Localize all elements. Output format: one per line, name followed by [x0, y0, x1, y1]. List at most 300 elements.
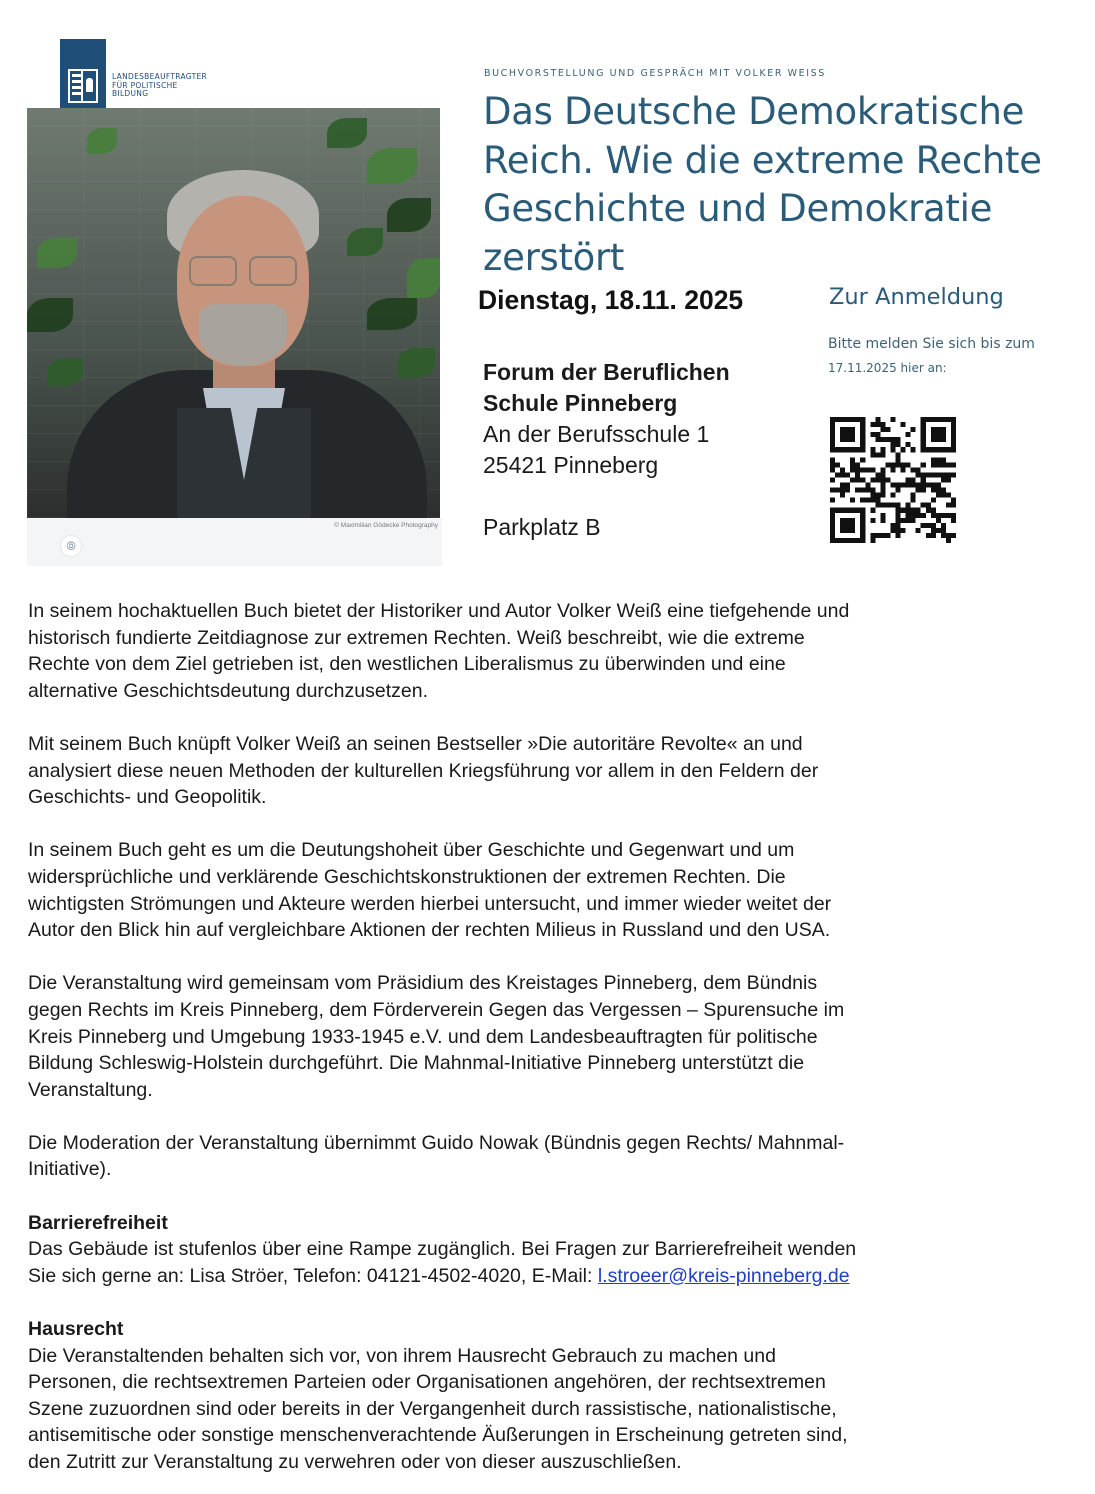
- qr-module: [901, 528, 906, 533]
- qr-module: [840, 528, 845, 533]
- qr-module: [845, 437, 850, 442]
- qr-module: [845, 432, 850, 437]
- qr-module: [921, 422, 926, 427]
- qr-module: [830, 417, 835, 422]
- text-line: historisch fundierte Zeitdiagnose zur extremen Rechten. Weiß beschreibt, wie die extreme: [28, 626, 805, 649]
- title-line: zerstört: [483, 235, 625, 279]
- paragraph-moderation: [28, 1130, 1068, 1183]
- logo-text: [112, 73, 232, 99]
- venue-parking: Parkplatz B: [483, 514, 601, 540]
- qr-module: [880, 518, 885, 523]
- qr-module: [896, 528, 901, 533]
- qr-module: [896, 488, 901, 493]
- qr-module: [941, 462, 946, 467]
- qr-module: [896, 508, 901, 513]
- photo-credit: © Maximilian Gödecke Photography: [334, 522, 438, 529]
- qr-module: [906, 508, 911, 513]
- qr-module: [921, 447, 926, 452]
- qr-module: [911, 493, 916, 498]
- qr-module: [855, 447, 860, 452]
- qr-module: [890, 442, 895, 447]
- qr-module: [835, 462, 840, 467]
- qr-module: [921, 472, 926, 477]
- qr-module: [875, 472, 880, 477]
- qr-module: [855, 467, 860, 472]
- qr-module: [845, 538, 850, 543]
- qr-module: [941, 493, 946, 498]
- qr-module: [941, 457, 946, 462]
- qr-module: [830, 422, 835, 427]
- qr-module: [845, 528, 850, 533]
- text-line: Szene zuzuordnen sind oder bereits in der Vergangenheit durch rassistische, nationalistische,: [28, 1397, 837, 1420]
- qr-module: [946, 493, 951, 498]
- email-link[interactable]: l.stroeer@kreis-pinneberg.de: [597, 1264, 850, 1287]
- qr-module: [875, 493, 880, 498]
- fingerprint-icon[interactable]: ⦾: [61, 536, 81, 556]
- qr-module: [830, 477, 835, 482]
- qr-module: [840, 472, 845, 477]
- qr-module: [870, 422, 875, 427]
- qr-module: [835, 447, 840, 452]
- venue-name-line: Schule Pinneberg: [483, 390, 678, 416]
- qr-module: [870, 477, 875, 482]
- text-line: analysiert diese neuen Methoden der kulturellen Kriegsführung vor allem in den Feldern der: [28, 759, 819, 782]
- qr-module: [921, 488, 926, 493]
- qr-module: [860, 498, 865, 503]
- qr-module: [845, 483, 850, 488]
- qr-module: [896, 452, 901, 457]
- qr-module: [865, 488, 870, 493]
- qr-module: [860, 508, 865, 513]
- qr-module: [830, 462, 835, 467]
- qr-module: [941, 432, 946, 437]
- qr-module: [946, 462, 951, 467]
- venue-street: An der Berufsschule 1: [483, 421, 710, 447]
- qr-module: [911, 508, 916, 513]
- qr-module: [890, 493, 895, 498]
- qr-module: [830, 432, 835, 437]
- text-line: Geschichts- und Geopolitik.: [28, 786, 267, 809]
- qr-module: [896, 518, 901, 523]
- state-crest-icon: [68, 69, 98, 103]
- qr-module: [906, 513, 911, 518]
- qr-module: [936, 457, 941, 462]
- qr-module: [901, 483, 906, 488]
- qr-module: [845, 417, 850, 422]
- qr-module: [896, 437, 901, 442]
- qr-module: [926, 523, 931, 528]
- qr-module: [840, 518, 845, 523]
- qr-module: [830, 457, 835, 462]
- qr-module: [830, 508, 835, 513]
- qr-module: [926, 533, 931, 538]
- qr-module: [830, 498, 835, 503]
- qr-module: [931, 488, 936, 493]
- qr-module: [941, 427, 946, 432]
- qr-module: [840, 417, 845, 422]
- qr-module: [875, 498, 880, 503]
- qr-module: [840, 508, 845, 513]
- text-line: gegen Rechts im Kreis Pinneberg, dem Förderverein Gegen das Vergessen – Spurensuche im: [28, 998, 845, 1021]
- qr-module: [890, 528, 895, 533]
- qr-module: [936, 513, 941, 518]
- event-title: [483, 88, 1073, 282]
- text-line: Bildung Schleswig-Holstein durchgeführt. Die Mahnmal-Initiative Pinneberg unterstützt die: [28, 1052, 805, 1075]
- qr-module: [830, 447, 835, 452]
- qr-module: [880, 472, 885, 477]
- text-line: Initiative).: [28, 1158, 112, 1181]
- qr-module: [840, 538, 845, 543]
- qr-module: [830, 437, 835, 442]
- qr-module: [951, 518, 956, 523]
- title-line: Reich. Wie die extreme Rechte: [483, 138, 1042, 182]
- qr-module: [896, 442, 901, 447]
- qr-module: [830, 523, 835, 528]
- qr-module: [951, 442, 956, 447]
- accessibility-heading: Barrierefreiheit: [28, 1211, 168, 1234]
- qr-module: [931, 472, 936, 477]
- qr-module: [890, 467, 895, 472]
- qr-module: [901, 518, 906, 523]
- qr-module: [916, 528, 921, 533]
- qr-module: [921, 483, 926, 488]
- qr-module: [850, 498, 855, 503]
- qr-module: [896, 483, 901, 488]
- qr-module: [850, 523, 855, 528]
- qr-module: [951, 462, 956, 467]
- qr-module: [860, 518, 865, 523]
- qr-module: [926, 503, 931, 508]
- qr-module: [941, 528, 946, 533]
- qr-module: [926, 508, 931, 513]
- qr-module: [926, 483, 931, 488]
- qr-module: [875, 503, 880, 508]
- qr-module: [951, 447, 956, 452]
- qr-module: [880, 437, 885, 442]
- logo-line: FÜR POLITISCHE: [112, 80, 178, 90]
- qr-module: [901, 447, 906, 452]
- qr-module: [951, 417, 956, 422]
- qr-module: [845, 427, 850, 432]
- text-line: wichtigsten Strömungen und Akteure werden hierbei untersucht, und immer wieder weitet der: [28, 892, 832, 915]
- qr-module: [946, 503, 951, 508]
- text-line: Mit seinem Buch knüpft Volker Weiß an seinen Bestseller »Die autoritäre Revolte« an und: [28, 732, 803, 755]
- qr-module: [890, 523, 895, 528]
- qr-module: [860, 488, 865, 493]
- qr-module: [926, 417, 931, 422]
- qr-module: [921, 417, 926, 422]
- qr-module: [936, 432, 941, 437]
- text-line: alternative Geschichtsdeutung durchzusetzen.: [28, 679, 428, 702]
- qr-module: [875, 432, 880, 437]
- qr-module: [921, 503, 926, 508]
- qr-module: [880, 477, 885, 482]
- logo-badge: [60, 39, 106, 113]
- qr-module: [936, 472, 941, 477]
- qr-module: [936, 417, 941, 422]
- qr-module: [870, 508, 875, 513]
- qr-module: [936, 488, 941, 493]
- contact-text: Sie sich gerne an: Lisa Ströer, Telefon: 04121-4502-4020, E-Mail:: [28, 1264, 598, 1287]
- qr-module: [936, 462, 941, 467]
- qr-module: [845, 472, 850, 477]
- qr-module: [885, 462, 890, 467]
- paragraph-organizers: [28, 970, 1068, 1103]
- qr-module: [911, 467, 916, 472]
- qr-module: [941, 417, 946, 422]
- qr-module: [890, 503, 895, 508]
- qr-module: [906, 432, 911, 437]
- text-line: Die Veranstaltenden behalten sich vor, von ihrem Hausrecht Gebrauch zu machen und: [28, 1344, 776, 1367]
- qr-module: [860, 417, 865, 422]
- qr-module: [840, 523, 845, 528]
- qr-module: [941, 533, 946, 538]
- qr-module: [870, 488, 875, 493]
- qr-module: [911, 483, 916, 488]
- qr-module: [835, 508, 840, 513]
- qr-module: [855, 508, 860, 513]
- qr-module: [860, 427, 865, 432]
- qr-module: [850, 427, 855, 432]
- text-line: In seinem Buch geht es um die Deutungshoheit über Geschichte und Gegenwart und um: [28, 839, 795, 862]
- qr-module: [840, 488, 845, 493]
- venue-city: 25421 Pinneberg: [483, 452, 659, 478]
- qr-module: [936, 437, 941, 442]
- qr-module: [880, 488, 885, 493]
- qr-module: [875, 533, 880, 538]
- qr-module: [906, 462, 911, 467]
- photo-caption-bar: [27, 518, 442, 566]
- qr-module: [860, 447, 865, 452]
- text-line: Das Gebäude ist stufenlos über eine Rampe zugänglich. Bei Fragen zur Barrierefreiheit wenden: [28, 1238, 857, 1261]
- text-line: den Zutritt zur Veranstaltung zu verwehren oder von dieser auszuschließen.: [28, 1451, 682, 1473]
- qr-module: [901, 467, 906, 472]
- qr-module: [890, 437, 895, 442]
- qr-module: [911, 477, 916, 482]
- text-line: In seinem hochaktuellen Buch bietet der Historiker und Autor Volker Weiß eine tiefgehende und: [28, 600, 850, 622]
- qr-module: [860, 523, 865, 528]
- qr-module: [901, 422, 906, 427]
- qr-module: [931, 447, 936, 452]
- qr-module: [880, 422, 885, 427]
- qr-module: [835, 538, 840, 543]
- qr-module: [926, 447, 931, 452]
- qr-module: [860, 528, 865, 533]
- qr-module: [931, 533, 936, 538]
- qr-module: [946, 513, 951, 518]
- qr-module: [941, 477, 946, 482]
- qr-module: [916, 488, 921, 493]
- qr-code-icon[interactable]: [830, 417, 956, 543]
- qr-module: [936, 493, 941, 498]
- qr-module: [840, 493, 845, 498]
- qr-module: [936, 447, 941, 452]
- qr-module: [951, 432, 956, 437]
- qr-module: [911, 498, 916, 503]
- qr-module: [890, 483, 895, 488]
- text-line: Personen, die rechtsextremen Parteien oder Organisationen angehören, der rechtsextremen: [28, 1371, 826, 1394]
- qr-module: [880, 447, 885, 452]
- qr-module: [936, 427, 941, 432]
- qr-module: [916, 513, 921, 518]
- qr-module: [870, 452, 875, 457]
- qr-module: [860, 437, 865, 442]
- qr-module: [860, 513, 865, 518]
- qr-module: [936, 518, 941, 523]
- qr-module: [931, 483, 936, 488]
- qr-module: [840, 432, 845, 437]
- qr-module: [855, 477, 860, 482]
- qr-module: [865, 498, 870, 503]
- qr-module: [835, 417, 840, 422]
- qr-module: [946, 538, 951, 543]
- qr-module: [860, 432, 865, 437]
- qr-module: [870, 447, 875, 452]
- qr-module: [951, 503, 956, 508]
- qr-module: [850, 457, 855, 462]
- qr-module: [845, 523, 850, 528]
- qr-module: [875, 452, 880, 457]
- registration-text: [828, 332, 1058, 380]
- qr-module: [845, 518, 850, 523]
- event-description: [28, 598, 1068, 1476]
- qr-module: [906, 442, 911, 447]
- text-line: widersprüchliche und verklärende Geschichtskonstruktionen der extremen Rechten. Die: [28, 865, 786, 888]
- text-line: Kreis Pinneberg und Umgebung 1933-1945 e.V. und dem Landesbeauftragten für politische: [28, 1025, 818, 1048]
- registration-line: 17.11.2025 hier an:: [828, 361, 947, 375]
- qr-module: [830, 467, 835, 472]
- event-kicker: BUCHVORSTELLUNG UND GESPRÄCH MIT VOLKER WEISS: [484, 68, 826, 79]
- qr-module: [845, 447, 850, 452]
- qr-module: [840, 467, 845, 472]
- qr-module: [931, 508, 936, 513]
- qr-module: [885, 503, 890, 508]
- qr-module: [901, 508, 906, 513]
- qr-module: [946, 447, 951, 452]
- qr-module: [951, 437, 956, 442]
- qr-module: [880, 493, 885, 498]
- qr-module: [941, 488, 946, 493]
- paragraph-content: [28, 837, 1068, 943]
- qr-module: [870, 432, 875, 437]
- text-line: Autor den Blick hin auf vergleichbare Aktionen der rechten Milieus in Russland und den USA.: [28, 919, 831, 942]
- qr-module: [946, 477, 951, 482]
- qr-module: [911, 447, 916, 452]
- qr-module: [840, 427, 845, 432]
- qr-module: [855, 538, 860, 543]
- qr-module: [850, 518, 855, 523]
- qr-module: [951, 427, 956, 432]
- qr-module: [941, 513, 946, 518]
- qr-module: [875, 437, 880, 442]
- qr-module: [860, 533, 865, 538]
- qr-module: [830, 442, 835, 447]
- qr-module: [885, 533, 890, 538]
- qr-module: [860, 538, 865, 543]
- qr-module: [870, 518, 875, 523]
- paragraph-bestseller: [28, 731, 1068, 811]
- qr-module: [896, 513, 901, 518]
- text-line: Die Veranstaltung wird gemeinsam vom Präsidium des Kreistages Pinneberg, dem Bündnis: [28, 972, 818, 995]
- qr-module: [931, 437, 936, 442]
- qr-module: [880, 467, 885, 472]
- qr-module: [941, 437, 946, 442]
- section-accessibility: [28, 1210, 1068, 1290]
- qr-module: [911, 427, 916, 432]
- qr-module: [870, 467, 875, 472]
- qr-module: [850, 437, 855, 442]
- qr-module: [921, 477, 926, 482]
- section-house-rules: [28, 1316, 1068, 1476]
- qr-module: [896, 533, 901, 538]
- qr-module: [931, 523, 936, 528]
- qr-module: [840, 447, 845, 452]
- qr-module: [830, 513, 835, 518]
- venue-name-line: Forum der Beruflichen: [483, 359, 730, 385]
- qr-module: [921, 462, 926, 467]
- qr-module: [941, 447, 946, 452]
- qr-module: [850, 508, 855, 513]
- qr-module: [931, 462, 936, 467]
- registration-heading: Zur Anmeldung: [829, 284, 1004, 310]
- qr-module: [860, 442, 865, 447]
- qr-module: [951, 533, 956, 538]
- qr-module: [921, 432, 926, 437]
- text-line: Rechte von dem Ziel getrieben ist, den westlichen Liberalismus zu überwinden und eine: [28, 653, 786, 676]
- qr-module: [951, 422, 956, 427]
- qr-module: [860, 477, 865, 482]
- qr-module: [830, 528, 835, 533]
- qr-module: [890, 447, 895, 452]
- qr-module: [931, 457, 936, 462]
- venue-block: [483, 357, 730, 543]
- qr-module: [906, 518, 911, 523]
- qr-module: [840, 483, 845, 488]
- qr-module: [870, 498, 875, 503]
- contact-line: [28, 1263, 1068, 1290]
- qr-module: [911, 513, 916, 518]
- text-line: antisemitische oder sonstige menschenverachtende Äußerungen in Erscheinung getreten sind,: [28, 1424, 848, 1447]
- qr-module: [885, 437, 890, 442]
- qr-module: [890, 417, 895, 422]
- qr-module: [921, 427, 926, 432]
- qr-module: [855, 488, 860, 493]
- qr-module: [921, 513, 926, 518]
- qr-module: [916, 483, 921, 488]
- qr-module: [941, 472, 946, 477]
- title-line: Das Deutsche Demokratische: [483, 90, 1025, 133]
- qr-module: [916, 472, 921, 477]
- qr-module: [921, 442, 926, 447]
- paragraph-intro: [28, 598, 1068, 704]
- qr-module: [850, 467, 855, 472]
- qr-module: [896, 457, 901, 462]
- qr-module: [880, 533, 885, 538]
- qr-module: [921, 523, 926, 528]
- speaker-photo: [27, 108, 440, 518]
- qr-module: [906, 477, 911, 482]
- text-line: Die Moderation der Veranstaltung übernimmt Guido Nowak (Bündnis gegen Rechts/ Mahnmal-: [28, 1131, 845, 1154]
- qr-module: [870, 493, 875, 498]
- text-line: Veranstaltung.: [28, 1078, 153, 1101]
- qr-module: [906, 483, 911, 488]
- qr-module: [936, 483, 941, 488]
- qr-module: [896, 462, 901, 467]
- registration-line: Bitte melden Sie sich bis zum: [828, 336, 1035, 352]
- qr-module: [896, 523, 901, 528]
- event-date: Dienstag, 18.11. 2025: [478, 285, 744, 315]
- qr-module: [896, 503, 901, 508]
